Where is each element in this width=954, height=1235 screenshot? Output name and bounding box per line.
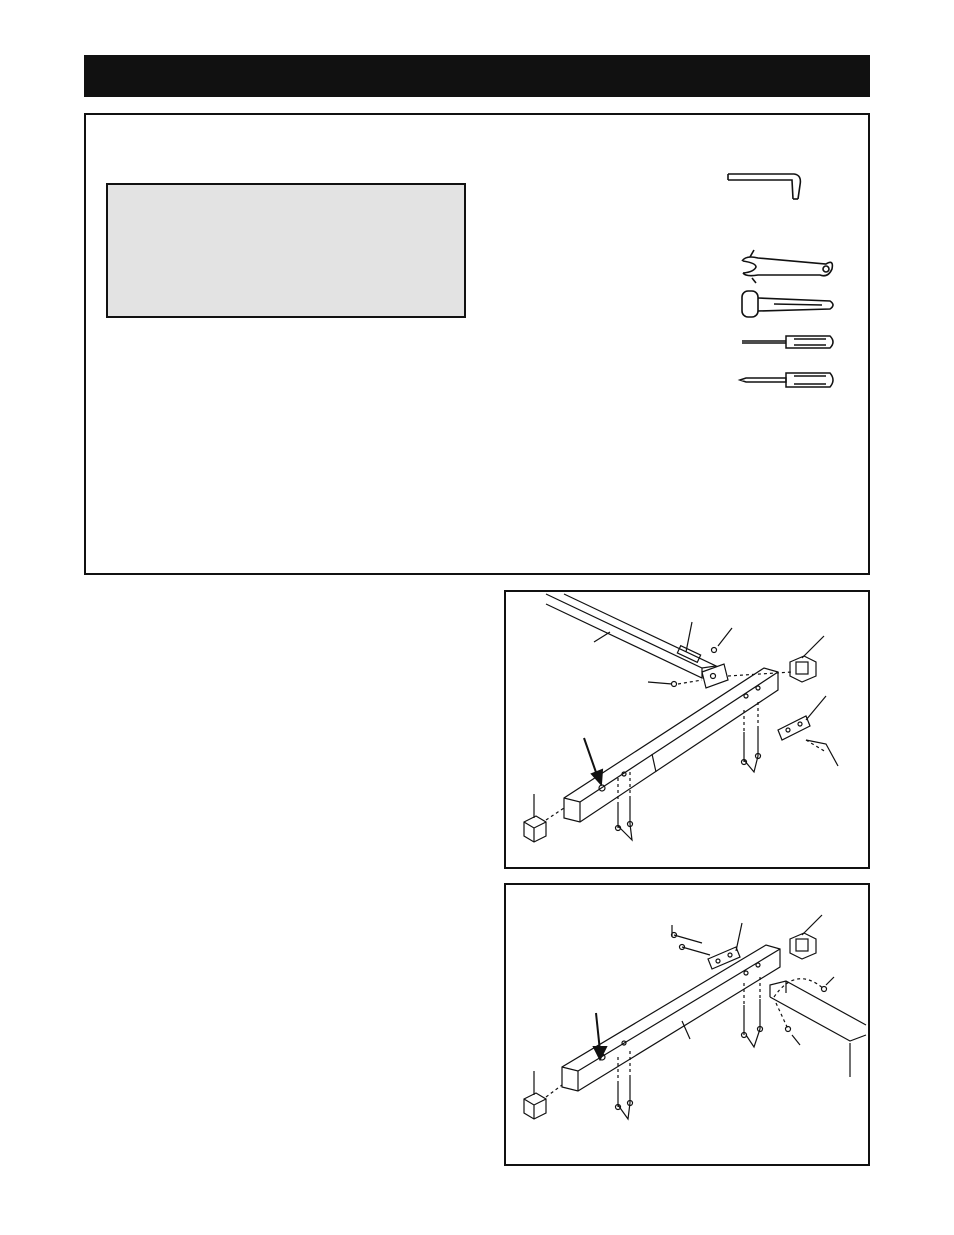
figure-2 bbox=[504, 883, 870, 1166]
section-header-bar bbox=[84, 55, 870, 97]
bolts-top bbox=[672, 933, 711, 956]
rail-label-plate bbox=[677, 646, 700, 663]
flat-screwdriver-icon bbox=[742, 336, 833, 348]
phillips-screwdriver-icon bbox=[740, 373, 833, 387]
base-tube bbox=[564, 668, 778, 822]
figure-1 bbox=[504, 590, 870, 869]
end-cap-front bbox=[524, 816, 546, 842]
pointer-arrow bbox=[594, 1013, 606, 1059]
bracket-plate-right bbox=[778, 716, 810, 740]
end-cap-front bbox=[524, 1093, 546, 1119]
base-tube bbox=[562, 945, 780, 1091]
figure-1-drawing bbox=[506, 592, 868, 867]
end-cap-back bbox=[790, 933, 816, 959]
hex-key-icon bbox=[728, 174, 800, 199]
figure-2-drawing bbox=[506, 885, 868, 1164]
tools-panel bbox=[84, 113, 870, 575]
tools-illustrations bbox=[86, 115, 868, 573]
adjustable-wrench-icon bbox=[742, 250, 832, 283]
upright-rail bbox=[770, 981, 866, 1025]
end-cap-back bbox=[790, 656, 816, 682]
bracket-plate bbox=[708, 947, 740, 969]
rubber-mallet-icon bbox=[742, 291, 833, 317]
pointer-arrow bbox=[584, 738, 602, 784]
